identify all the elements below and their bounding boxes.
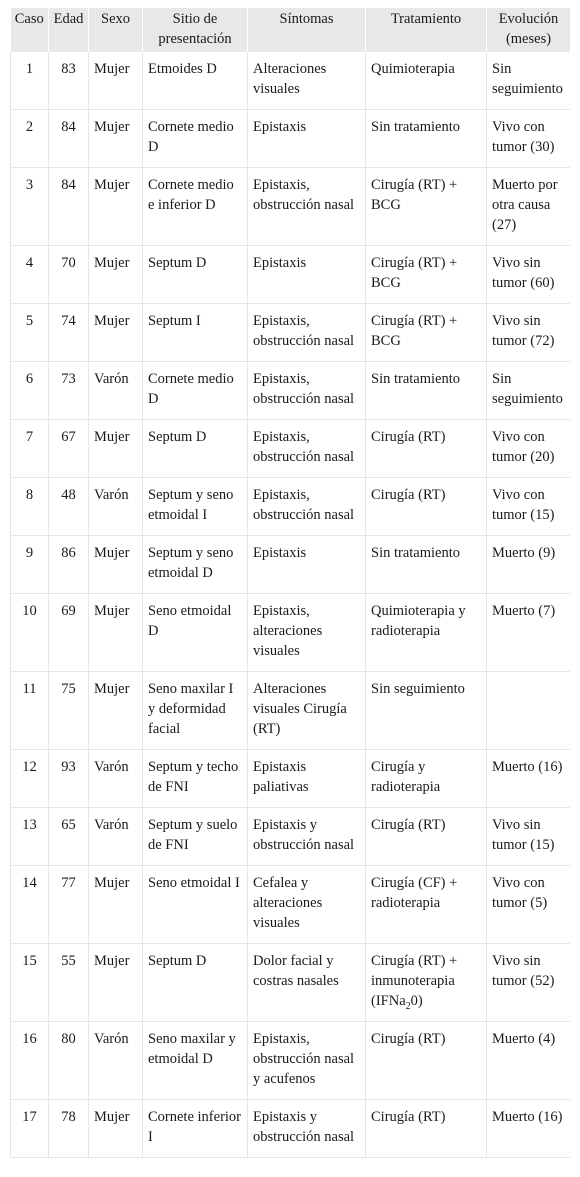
table-row (11, 594, 571, 672)
table-row (11, 168, 571, 246)
cell-sintomas: Epistaxis (248, 110, 366, 168)
cell-edad: 55 (49, 944, 89, 1022)
cell-sitio: Septum y techo de FNI (143, 750, 248, 808)
header-sexo: Sexo (89, 8, 143, 52)
cell-sexo: Varón (89, 808, 143, 866)
cell-sintomas: Epistaxis, obstrucción nasal (248, 478, 366, 536)
cell-evolucion: Muerto (7) (487, 594, 571, 672)
cell-edad: 84 (49, 168, 89, 246)
cell-evolucion: Vivo con tumor (5) (487, 866, 571, 944)
cell-sexo: Mujer (89, 52, 143, 110)
cell-tratamiento: Cirugía y radioterapia (366, 750, 487, 808)
cell-evolucion: Vivo con tumor (30) (487, 110, 571, 168)
cell-caso: 1 (11, 52, 49, 110)
table-row (11, 110, 571, 168)
cell-edad: 65 (49, 808, 89, 866)
cell-edad: 70 (49, 246, 89, 304)
cell-tratamiento (366, 944, 487, 1022)
cell-sintomas: Epistaxis paliativas (248, 750, 366, 808)
cell-sintomas: Epistaxis, obstrucción nasal (248, 304, 366, 362)
cell-caso: 5 (11, 304, 49, 362)
tratamiento-subscript: 2 (405, 1001, 411, 1012)
cell-tratamiento: Cirugía (RT) (366, 420, 487, 478)
cell-tratamiento: Cirugía (RT) (366, 478, 487, 536)
cell-sintomas: Epistaxis, alteraciones visuales (248, 594, 366, 672)
cell-sexo: Varón (89, 478, 143, 536)
cell-edad: 73 (49, 362, 89, 420)
table-row (11, 420, 571, 478)
cell-evolucion: Vivo con tumor (15) (487, 478, 571, 536)
cell-sitio: Septum y seno etmoidal I (143, 478, 248, 536)
table-row (11, 362, 571, 420)
cell-edad: 77 (49, 866, 89, 944)
cell-sexo: Mujer (89, 110, 143, 168)
cell-sexo: Mujer (89, 304, 143, 362)
cell-sitio: Cornete medio D (143, 110, 248, 168)
cell-tratamiento: Quimioterapia y radioterapia (366, 594, 487, 672)
cell-evolucion: Vivo sin tumor (52) (487, 944, 571, 1022)
cell-sexo: Mujer (89, 536, 143, 594)
cell-sexo: Varón (89, 362, 143, 420)
cell-caso: 2 (11, 110, 49, 168)
table-header (11, 8, 571, 52)
cell-edad: 80 (49, 1022, 89, 1100)
cell-caso: 15 (11, 944, 49, 1022)
cell-sitio: Septum D (143, 420, 248, 478)
table-row (11, 672, 571, 750)
cell-tratamiento: Sin tratamiento (366, 536, 487, 594)
cell-sitio: Septum y suelo de FNI (143, 808, 248, 866)
cell-tratamiento: Cirugía (RT) (366, 808, 487, 866)
cell-sexo: Mujer (89, 944, 143, 1022)
cell-evolucion: Muerto (16) (487, 1100, 571, 1158)
cell-sintomas: Dolor facial y costras nasales (248, 944, 366, 1022)
cell-sexo: Mujer (89, 594, 143, 672)
cell-evolucion: Muerto (16) (487, 750, 571, 808)
cell-caso: 16 (11, 1022, 49, 1100)
cell-evolucion: Vivo sin tumor (72) (487, 304, 571, 362)
tratamiento-tail: 0) (410, 993, 423, 1009)
cell-sitio: Septum D (143, 944, 248, 1022)
cell-sintomas: Epistaxis, obstrucción nasal (248, 362, 366, 420)
cell-tratamiento: Sin tratamiento (366, 110, 487, 168)
cell-caso: 4 (11, 246, 49, 304)
cell-caso: 13 (11, 808, 49, 866)
table-row (11, 246, 571, 304)
cell-sitio: Septum y seno etmoidal D (143, 536, 248, 594)
table-row (11, 1100, 571, 1158)
cell-sintomas: Alteraciones visuales Cirugía (RT) (248, 672, 366, 750)
cell-caso: 7 (11, 420, 49, 478)
cell-edad: 74 (49, 304, 89, 362)
cell-edad: 83 (49, 52, 89, 110)
table-body (11, 52, 571, 1158)
cell-sexo: Mujer (89, 246, 143, 304)
cell-sitio: Cornete medio D (143, 362, 248, 420)
cell-sintomas: Epistaxis (248, 536, 366, 594)
cell-tratamiento: Cirugía (RT) + BCG (366, 246, 487, 304)
cell-edad: 84 (49, 110, 89, 168)
cell-sintomas: Epistaxis (248, 246, 366, 304)
cell-sexo: Mujer (89, 1100, 143, 1158)
cell-edad: 78 (49, 1100, 89, 1158)
cell-sitio: Seno etmoidal D (143, 594, 248, 672)
cell-sexo: Mujer (89, 672, 143, 750)
cell-sexo: Mujer (89, 168, 143, 246)
header-sitio: Sitio de presentación (143, 8, 248, 52)
cell-sitio: Seno maxilar y etmoidal D (143, 1022, 248, 1100)
cell-caso: 14 (11, 866, 49, 944)
cell-edad: 48 (49, 478, 89, 536)
header-evolucion: Evolución (meses) (487, 8, 571, 52)
cell-caso: 6 (11, 362, 49, 420)
cell-tratamiento: Cirugía (RT) + BCG (366, 168, 487, 246)
cell-sexo: Varón (89, 750, 143, 808)
cell-tratamiento: Cirugía (RT) (366, 1100, 487, 1158)
cell-evolucion: Vivo sin tumor (60) (487, 246, 571, 304)
cell-tratamiento: Quimioterapia (366, 52, 487, 110)
cell-sitio: Etmoides D (143, 52, 248, 110)
table-row (11, 866, 571, 944)
cell-edad: 69 (49, 594, 89, 672)
cell-sitio: Seno maxilar I y deformidad facial (143, 672, 248, 750)
table-row (11, 536, 571, 594)
cell-evolucion: Muerto por otra causa (27) (487, 168, 571, 246)
cell-caso: 17 (11, 1100, 49, 1158)
table-row (11, 808, 571, 866)
cell-edad: 86 (49, 536, 89, 594)
header-caso: Caso (11, 8, 49, 52)
cell-caso: 11 (11, 672, 49, 750)
table-row (11, 944, 571, 1022)
cell-evolucion: Muerto (9) (487, 536, 571, 594)
cell-evolucion: Vivo con tumor (20) (487, 420, 571, 478)
cell-edad: 93 (49, 750, 89, 808)
table-row (11, 52, 571, 110)
cell-caso: 3 (11, 168, 49, 246)
cell-tratamiento: Cirugía (RT) + BCG (366, 304, 487, 362)
cell-sintomas: Epistaxis y obstrucción nasal (248, 1100, 366, 1158)
cell-sintomas: Epistaxis, obstrucción nasal y acufenos (248, 1022, 366, 1100)
cell-sintomas: Epistaxis y obstrucción nasal (248, 808, 366, 866)
cell-tratamiento: Cirugía (RT) (366, 1022, 487, 1100)
cell-sintomas: Epistaxis, obstrucción nasal (248, 168, 366, 246)
tratamiento-text: Cirugía (RT) + inmunoterapia (IFNa (371, 953, 458, 1009)
cell-evolucion: Sin seguimiento (487, 52, 571, 110)
table-row (11, 304, 571, 362)
header-edad: Edad (49, 8, 89, 52)
table-row (11, 750, 571, 808)
table-row (11, 1022, 571, 1100)
cell-sitio: Cornete inferior I (143, 1100, 248, 1158)
cell-tratamiento: Sin tratamiento (366, 362, 487, 420)
table-container (10, 8, 570, 1168)
cell-caso: 9 (11, 536, 49, 594)
cell-edad: 67 (49, 420, 89, 478)
cell-caso: 10 (11, 594, 49, 672)
cell-evolucion (487, 672, 571, 750)
cell-sexo: Varón (89, 1022, 143, 1100)
cell-sexo: Mujer (89, 420, 143, 478)
cell-tratamiento: Cirugía (CF) + radioterapia (366, 866, 487, 944)
cell-caso: 12 (11, 750, 49, 808)
cell-evolucion: Sin seguimiento (487, 362, 571, 420)
header-tratamiento: Tratamiento (366, 8, 487, 52)
cell-sintomas: Epistaxis, obstrucción nasal (248, 420, 366, 478)
cell-evolucion: Muerto (4) (487, 1022, 571, 1100)
cell-sintomas: Cefalea y alteraciones visuales (248, 866, 366, 944)
header-sintomas: Síntomas (248, 8, 366, 52)
cell-caso: 8 (11, 478, 49, 536)
cell-sitio: Septum I (143, 304, 248, 362)
cell-sitio: Septum D (143, 246, 248, 304)
table-row (11, 478, 571, 536)
cell-tratamiento: Sin seguimiento (366, 672, 487, 750)
cell-edad: 75 (49, 672, 89, 750)
clinical-cases-table (10, 8, 570, 1158)
cell-sitio: Seno etmoidal I (143, 866, 248, 944)
cell-sintomas: Alteraciones visuales (248, 52, 366, 110)
cell-evolucion: Vivo sin tumor (15) (487, 808, 571, 866)
cell-sexo: Mujer (89, 866, 143, 944)
header-row (11, 8, 571, 52)
cell-sitio: Cornete medio e inferior D (143, 168, 248, 246)
